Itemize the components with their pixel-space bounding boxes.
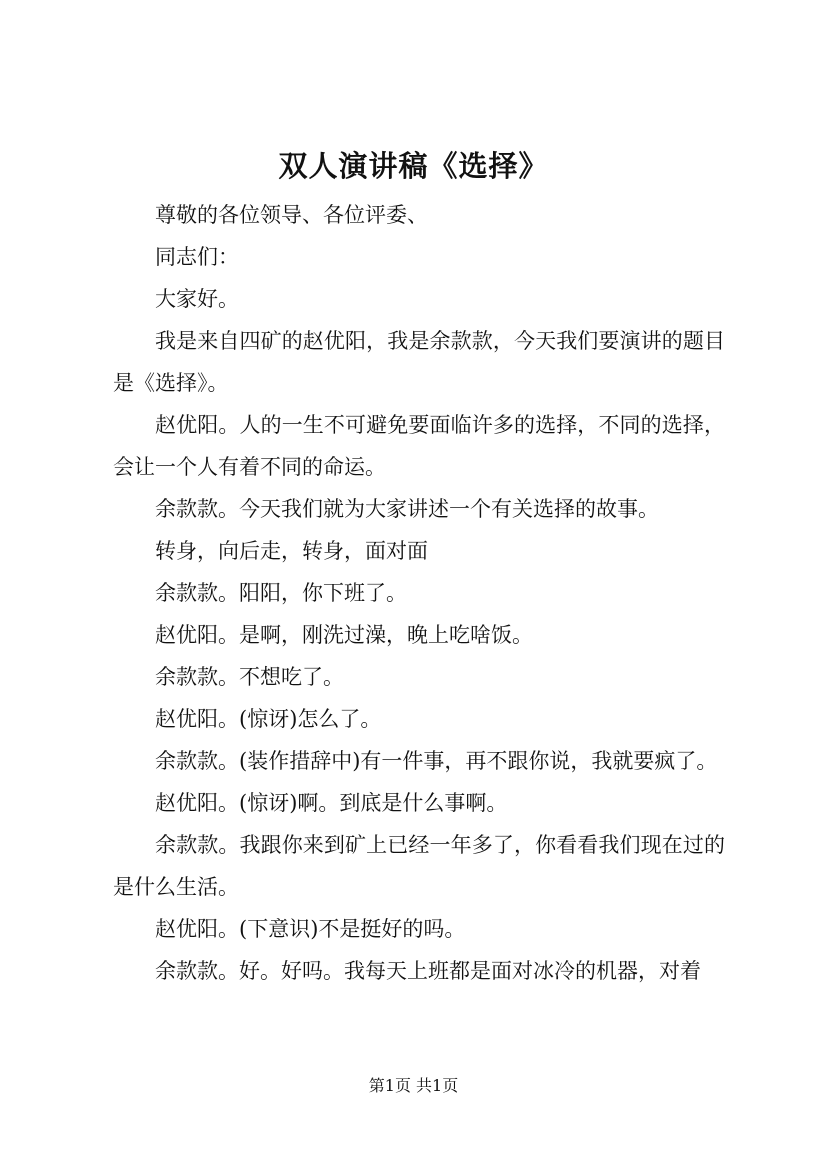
paragraph: 赵优阳。(下意识)不是挺好的吗。 [155,917,466,941]
paragraph: 余款款。不想吃了。 [155,665,344,689]
document-title: 双人演讲稿《选择》 [278,149,549,183]
page-footer: 第1页 共1页 [368,1076,459,1095]
paragraph: 大家好。 [155,287,239,311]
paragraph: 转身，向后走，转身，面对面 [155,539,428,563]
paragraph: 赵优阳。是啊，刚洗过澡，晚上吃啥饭。 [155,623,533,647]
paragraph: 余款款。好。好吗。我每天上班都是面对冰冷的机器，对着 [155,959,701,983]
paragraph: 余款款。今天我们就为大家讲述一个有关选择的故事。 [155,497,659,521]
paragraph: 尊敬的各位领导、各位评委、 [155,203,428,227]
paragraph: 余款款。(装作措辞中)有一件事，再不跟你说，我就要疯了。 [155,749,718,773]
document-body [113,194,725,992]
paragraph: 同志们： [155,245,239,269]
paragraph: 余款款。我跟你来到矿上已经一年多了，你看看我们现在过的是什么生活。 [113,833,725,899]
paragraph: 赵优阳。(惊讶)怎么了。 [155,707,382,731]
paragraph: 我是来自四矿的赵优阳，我是余款款，今天我们要演讲的题目是《选择》。 [113,329,725,395]
paragraph: 余款款。阳阳，你下班了。 [155,581,407,605]
paragraph: 赵优阳。人的一生不可避免要面临许多的选择，不同的选择，会让一个人有着不同的命运。 [113,413,725,479]
paragraph: 赵优阳。(惊讶)啊。到底是什么事啊。 [155,791,508,815]
